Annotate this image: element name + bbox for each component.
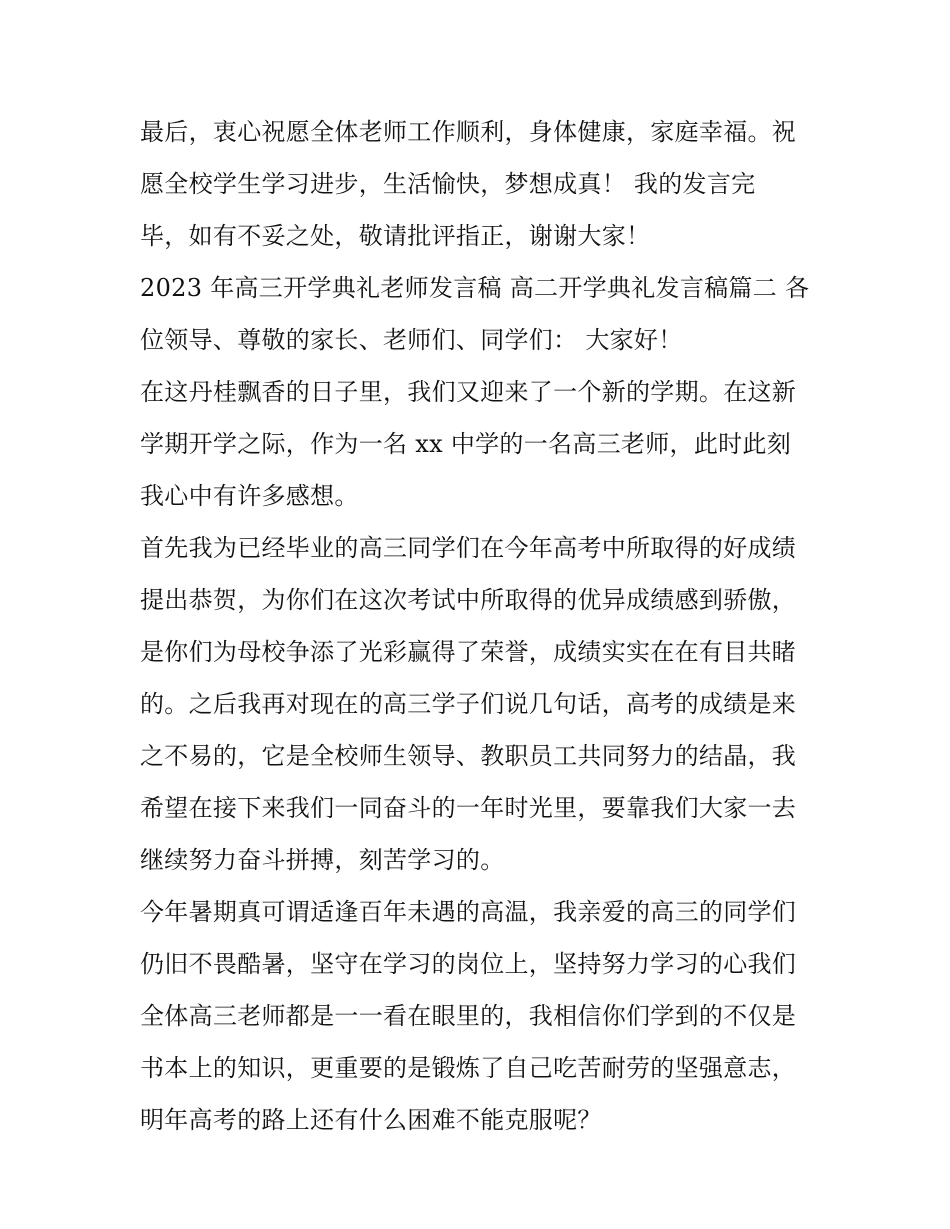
text-line: 明年高考的路上还有什么困难不能克服呢？: [140, 1106, 602, 1134]
text-line: 继续努力奋斗拼搏，刻苦学习的。: [140, 846, 505, 874]
text-line: 的。之后我再对现在的高三学子们说几句话，高考的成绩是来: [140, 690, 797, 718]
text-line: 我心中有许多感想。: [140, 482, 359, 510]
text-line: 愿全校学生学习进步，生活愉快，梦想成真！ 我的发言完: [140, 170, 756, 198]
text-line: 学期开学之际，作为一名 xx 中学的一名高三老师，此时此刻: [140, 430, 792, 458]
text-line: 首先我为已经毕业的高三同学们在今年高考中所取得的好成绩: [140, 534, 797, 562]
text-line: 今年暑期真可谓适逢百年未遇的高温，我亲爱的高三的同学们: [140, 898, 797, 926]
document-body: [140, 106, 812, 1146]
text-line: 是你们为母校争添了光彩赢得了荣誉，成绩实实在在有目共睹: [140, 638, 797, 666]
text-line: 提出恭贺，为你们在这次考试中所取得的优异成绩感到骄傲，: [140, 586, 797, 614]
text-line: 2023 年高三开学典礼老师发言稿 高二开学典礼发言稿篇二 各: [140, 274, 810, 302]
text-line: 在这丹桂飘香的日子里，我们又迎来了一个新的学期。在这新: [140, 378, 797, 406]
text-line: 仍旧不畏酷暑，坚守在学习的岗位上，坚持努力学习的心我们: [140, 950, 797, 978]
text-line: 毕，如有不妥之处，敬请批评指正，谢谢大家！: [140, 222, 651, 250]
text-line: 希望在接下来我们一同奋斗的一年时光里，要靠我们大家一去: [140, 794, 797, 822]
text-line: 书本上的知识，更重要的是锻炼了自己吃苦耐劳的坚强意志，: [140, 1054, 797, 1082]
text-line: 最后，衷心祝愿全体老师工作顺利，身体健康，家庭幸福。祝: [140, 118, 797, 146]
text-line: 之不易的，它是全校师生领导、教职员工共同努力的结晶，我: [140, 742, 797, 770]
text-line: 全体高三老师都是一一看在眼里的，我相信你们学到的不仅是: [140, 1002, 797, 1030]
text-line: 位领导、尊敬的家长、老师们、同学们： 大家好！: [140, 326, 683, 354]
